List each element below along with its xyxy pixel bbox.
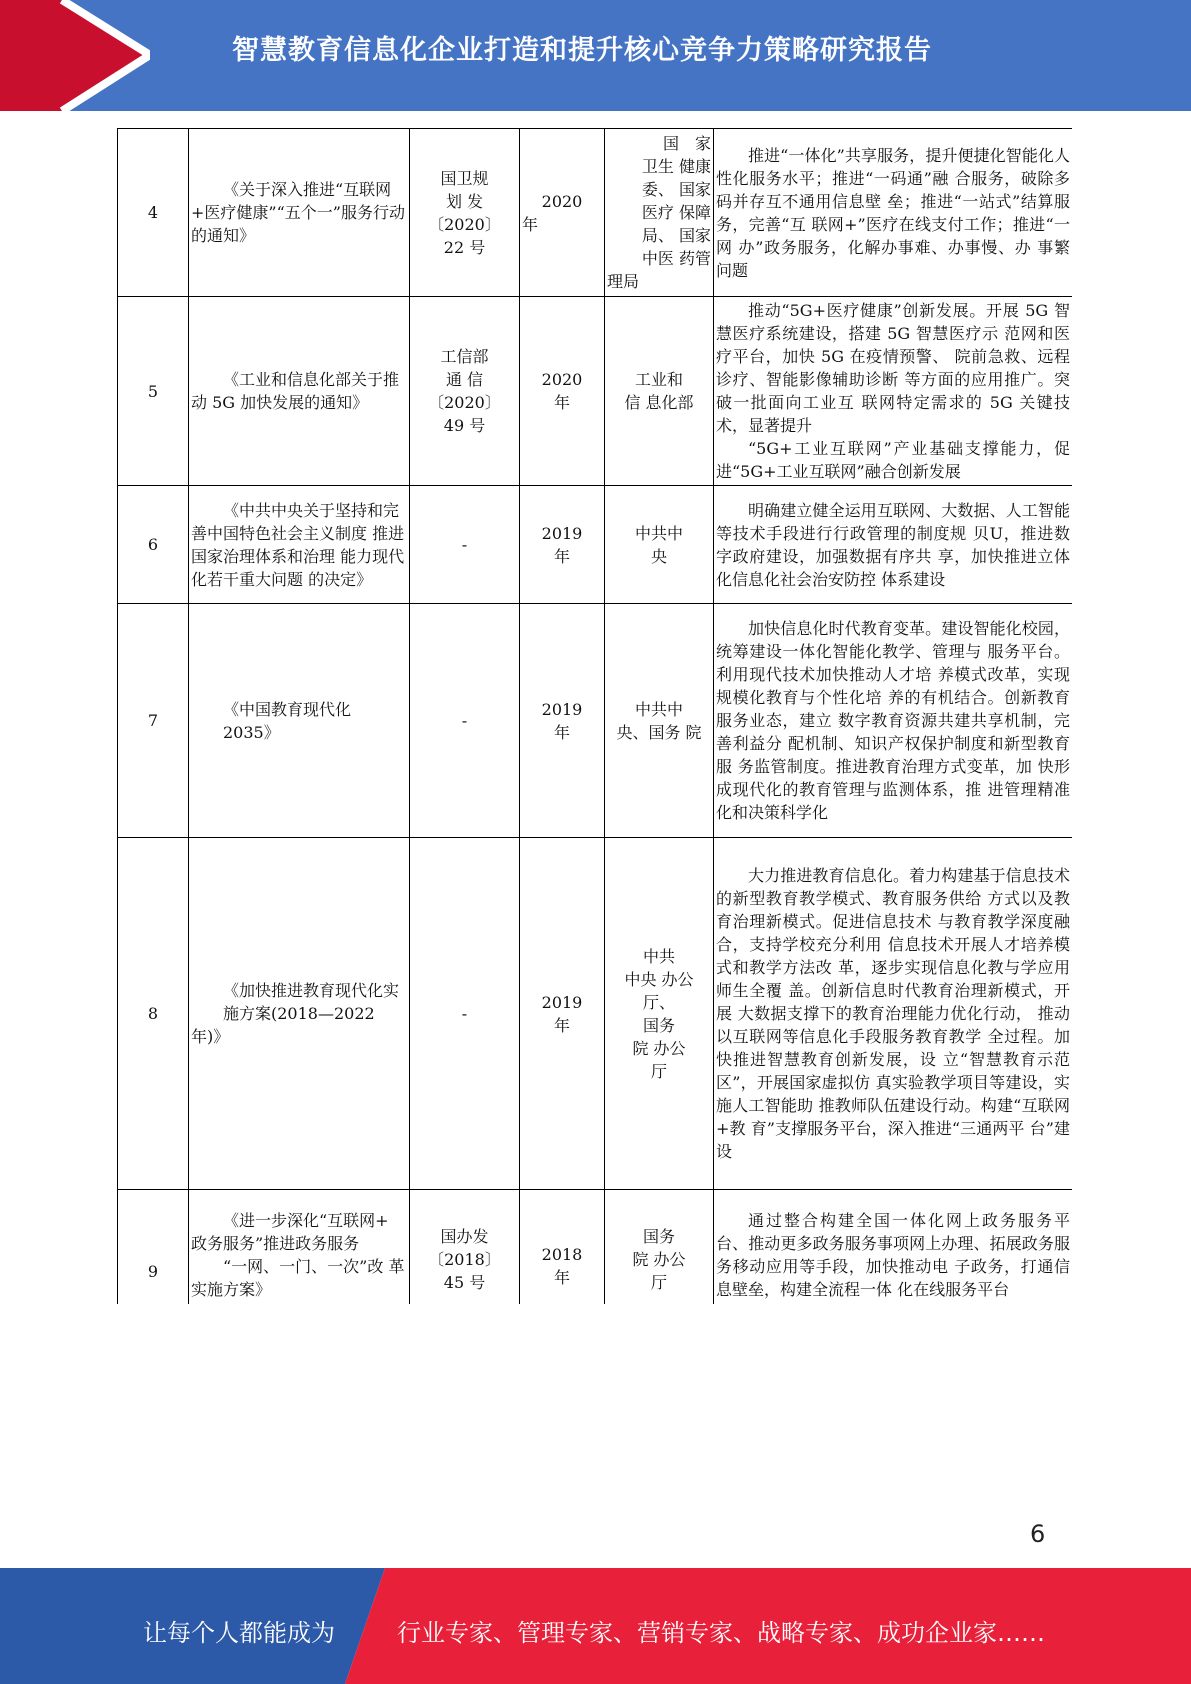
table-row xyxy=(118,604,1073,838)
row-number: 5 xyxy=(118,297,189,486)
issue-year: 2019 年 xyxy=(520,838,605,1190)
header-red-arrow-decoration xyxy=(0,0,150,111)
issuing-department: 中共 中央 办公 厅、 国务 院 办公 厅 xyxy=(605,838,714,1190)
policy-name: 《中共中央关于坚持和完 善中国特色社会主义制度 推进国家治理体系和治理 能力现代化若干重大问题 的决定》 xyxy=(189,486,410,604)
page-number: 6 xyxy=(1030,1520,1046,1548)
table-row xyxy=(118,129,1073,297)
document-number: 国卫规 划 发 〔2020〕 22 号 xyxy=(410,129,520,297)
issue-year: 2018 年 xyxy=(520,1190,605,1305)
row-number: 6 xyxy=(118,486,189,604)
report-title: 智慧教育信息化企业打造和提升核心竞争力策略研究报告 xyxy=(232,35,932,66)
issuing-department: 国 家 卫生 健康 委、 国家 医疗 保障 局、 国家 中医 药管 理局 xyxy=(605,129,714,297)
policy-table-container xyxy=(117,128,1072,1304)
issue-year: 2020 年 xyxy=(520,129,605,297)
issuing-department: 中共中 央 xyxy=(605,486,714,604)
row-number: 9 xyxy=(118,1190,189,1305)
issuing-department: 国务 院 办公 厅 xyxy=(605,1190,714,1305)
document-number: 工信部 通 信 〔2020〕 49 号 xyxy=(410,297,520,486)
row-number: 7 xyxy=(118,604,189,838)
footer-slogan-left: 让每个人都能成为 xyxy=(143,1619,335,1647)
issue-year: 2019 年 xyxy=(520,486,605,604)
page-footer xyxy=(0,1568,1191,1684)
document-number: - xyxy=(410,604,520,838)
document-number: 国办发 〔2018〕 45 号 xyxy=(410,1190,520,1305)
row-number: 4 xyxy=(118,129,189,297)
policy-table xyxy=(117,128,1072,1304)
policy-content: 加快信息化时代教育变革。建设智能化校园，统筹建设一体化智能化教学、管理与 服务平台。利用现代技术加快推动人才培 养模式改革，实现规模化教育与个性化培 养的有机结合。创新教育服务业态，建立 数字教育资源共建共享机制，完善利益分 配机制、知识产权保护制度和新型教育服 务监管制度。推进教育治理方式变革，加 快形成现代化的教育管理与监测体系，推 进管理精准化和决策科学化 xyxy=(714,604,1073,838)
policy-content: 明确建立健全运用互联网、大数据、人工智能等技术手段进行行政管理的制度规 贝U，推进数字政府建设，加强数据有序共 享，加快推进立体化信息化社会治安防控 体系建设 xyxy=(714,486,1073,604)
issue-year: 2020 年 xyxy=(520,297,605,486)
issuing-department: 中共中 央、国务 院 xyxy=(605,604,714,838)
page-header xyxy=(0,0,1191,111)
row-number: 8 xyxy=(118,838,189,1190)
policy-content: 通过整合构建全国一体化网上政务服务平 台、推动更多政务服务事项网上办理、拓展政务服务移动应用等手段，加快推动电 子政务，打通信息壁垒，构建全流程一体 化在线服务平台 xyxy=(714,1190,1073,1305)
policy-name: 《关于深入推进“互联网 +医疗健康”“五个一”服务行动的通知》 xyxy=(189,129,410,297)
policy-content: 大力推进教育信息化。着力构建基于信息技术的新型教育教学模式、教育服务供给 方式以及教育治理新模式。促进信息技术 与教育教学深度融合，支持学校充分利用 信息技术开展人才培养模式和教学方法改 革，逐步实现信息化教与学应用师生全覆 盖。创新信息时代教育治理新模式，开展 大数据支撑下的教育治理能力优化行动， 推动以互联网等信息化手段服务教育教学 全过程。加快推进智慧教育创新发展，设 立“智慧教育示范区”，开展国家虚拟仿 真实验教学项目等建设，实施人工智能助 推教师队伍建设行动。构建“互联网+教 育”支撑服务平台，深入推进“三通两平 台”建设 xyxy=(714,838,1073,1190)
policy-name: 《中国教育现代化 2035》 xyxy=(189,604,410,838)
policy-name: 《进一步深化“互联网+ 政务服务”推进政务服务 “一网、一门、一次”改 革实施方案》 xyxy=(189,1190,410,1305)
table-row xyxy=(118,297,1073,486)
table-row xyxy=(118,1190,1073,1305)
issue-year: 2019 年 xyxy=(520,604,605,838)
issuing-department: 工业和 信 息化部 xyxy=(605,297,714,486)
document-number: - xyxy=(410,486,520,604)
document-number: - xyxy=(410,838,520,1190)
policy-name: 《加快推进教育现代化实 施方案(2018—2022 年)》 xyxy=(189,838,410,1190)
policy-content: 推进“一体化”共享服务，提升便捷化智能化人性化服务水平；推进“一码通”融 合服务，破除多码并存互不通用信息壁 垒；推进“一站式”结算服务，完善“互 联网+”医疗在线支付工作；推进“一网 办”政务服务，化解办事难、办事慢、办 事繁问题 xyxy=(714,129,1073,297)
policy-content: 推动“5G+医疗健康”创新发展。开展 5G 智慧医疗系统建设，搭建 5G 智慧医疗示 范网和医疗平台，加快 5G 在疫情预警、 院前急救、远程诊疗、智能影像辅助诊断 等方面的应用推广。突破一批面向工业互 联网特定需求的 5G 关键技术，显著提升 “5G+工业互联网”产业基础支撑能力，促进“5G+工业互联网”融合创新发展 xyxy=(714,297,1073,486)
policy-name: 《工业和信息化部关于推动 5G 加快发展的通知》 xyxy=(189,297,410,486)
table-row xyxy=(118,838,1073,1190)
footer-slogan-right: 行业专家、管理专家、营销专家、战略专家、成功企业家…… xyxy=(397,1619,1045,1647)
table-row xyxy=(118,486,1073,604)
